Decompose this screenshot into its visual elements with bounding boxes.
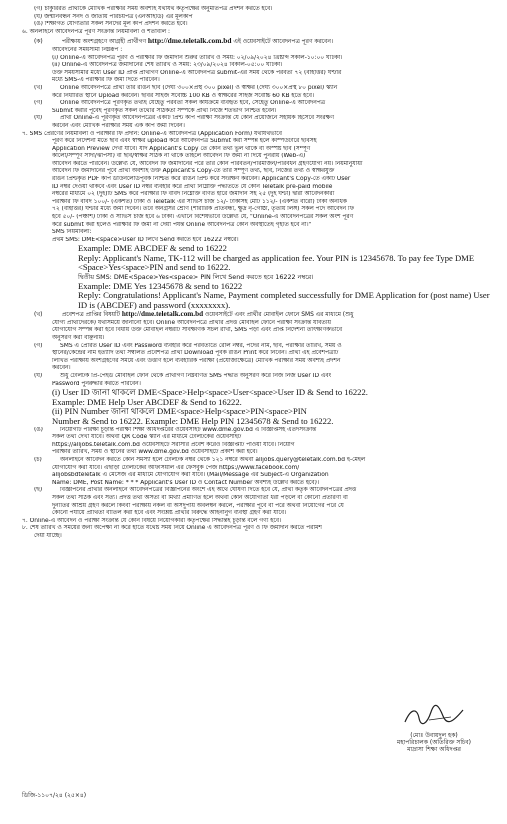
sms-rules-line: নম্বরের মাধ্যমে ০২ (দুই)টি SMS করে পরীক্ষার ফি বাবদ নিম্নোক্ত বর্ণিত হারে জমাদান সহ ২৫ (দুই ঘন্টা) দ্বারা আবেদনকারী xyxy=(52,191,335,198)
clause-support-line: Name: DME, Post Name: * * * Applicant's User ID ও Contact Number অবশ্যই উল্লেখ করতে হবে)। xyxy=(52,479,319,486)
first-sms-instruction: প্রথম SMS: DME<space>User ID লিখে Send করতে হবে 16222 নম্বরে। xyxy=(52,236,239,243)
sms-rules-line: পূরণ করে নির্দেশনা মতে ছবি এবং স্বাক্ষর upload করে আবেদনপত্র Submit করা সম্পন্ন হলে কম্পিউটারে ছবিসহ xyxy=(52,138,317,145)
clause-password-line: স্থানের/কেন্দ্রের নাম ইত্যাদি তথ্য সম্বলিত প্রবেশপত্র প্রার্থী Download পূর্বক রঙিন Print করে নিবেন। প্রার্থী এই প্রবেশপত্রটি xyxy=(52,350,339,357)
sms-reply: Reply: Applicant's Name, TK-112 will be charged as application fee. Your PIN is 12345678. To pay fee Type DME <Space>Yes<space>PIN and send to 16222. xyxy=(78,252,475,273)
sms-example: Example: DME ABCDEF & send to 16222 xyxy=(78,243,227,254)
sms-rules-line: ৭২ (বাহাত্তর) ঘন্টার মধ্যে জমা দিবেন। তবে অনগ্রসর শ্রেণি (শারীরিক প্রতিবন্ধী, ক্ষুদ্র নৃ-গোষ্ঠী, তৃতীয় লিঙ্গ) সকল পদে আবেদন ফি xyxy=(52,206,354,213)
sms-rules-line: কালো/সম্পূর্ণ সাদা/ঝাপসা) বা ছবি/স্বাক্ষর সঠিক না থাকে তাহলে আবেদন ফি জমা না দিয়ে পুনরায় (Web-এ) xyxy=(52,153,306,160)
clause-marker: (চ) xyxy=(34,456,42,463)
clause-k-first-line xyxy=(22,36,492,47)
clause-gh-line xyxy=(22,115,492,123)
clause-password-line: লিখিত পরীক্ষায় অংশগ্রহণের সময়ে এবং উত্তীর্ণ হলে ব্যবহারিক পরীক্ষা (প্রযোজ্যক্ষেত্রে) মৌখিক পরীক্ষার সময় অবশ্যই প্রদর্শন xyxy=(52,357,341,364)
sms-rules-line: হবে ৫০/- (পঞ্চাশ) টাকা ও সার্ভিস চার্জ হবে ৬ টাকা। এখানে বিশেষভাবে উল্লেখ্য যে, "Online-এ আবেদনপত্রের সকল অংশ পূরণ xyxy=(52,214,354,221)
clause-text: শুধু টেলিটক প্রি-পেইড মোবাইল ফোন থেকে প্রার্থীগণ নিম্নবর্ণিত SMS পদ্ধতি অনুসরণ করে নিজ নিজ User ID এবং xyxy=(60,373,332,379)
recovery-example: (ii) PIN Number জানা থাকলে DME<space>Help<space>PIN<space>PIN xyxy=(52,407,307,417)
clause-admit-line xyxy=(22,310,492,320)
clause-text: নিয়োগটি পরিক্ষা চূড়ান্ত পরীক্ষা শিক্ষা অধিদপ্তরের ওয়েবসাইট www.dme.gov.bd এ বিজ্ঞপ্তিসহ এতদসংক্রান্ত xyxy=(60,426,317,433)
sms-rules-line: ID নম্বর দেওয়া থাকবে এবং User ID নম্বর ব্যবহার করে প্রার্থী নিম্নোক্ত পদ্ধতিতে যে কোন Teletalk pre-paid mobile xyxy=(52,183,333,190)
clause-password-line xyxy=(22,343,492,351)
closing-line: ৭. Online-এ আবেদন ও পরীক্ষা সংক্রান্ত যে কোন বিষয়ে নিয়োগকারী কর্তৃপক্ষের সিদ্ধান্তই চূড়ান্ত বলে গণ্য হবে। xyxy=(22,517,282,524)
clause-text: Online আবেদনপত্রে প্রার্থী তার রঙিন ছবি (দৈর্ঘ্য ৩০০×প্রস্থ ৩০০ pixel) ও স্বাক্ষর (দৈর্ঘ্য ৩০০×প্রস্থ ৮০ pixel) স্ক্যান xyxy=(60,84,338,91)
clause-kh-line: করে নির্ধারিত স্থানে Upload করবেন। ছবির সাইজ সর্বোচ্চ 100 KB ও স্বাক্ষরের সাইজ সর্বোচ্চ 60 KB হতে হবে। xyxy=(52,92,314,99)
clause-k-line: মধ্যে SMS-এ পরীক্ষার ফি জমা দিতে পারবেন। xyxy=(52,77,160,84)
teletalk-dme-link[interactable]: http://dme.teletalk.com.bd xyxy=(147,36,232,46)
clause-text: SMS এ প্রেরিত User ID এবং Password ব্যবহার করে পরবর্তীতে রোল নম্বর, পদের নাম, ছবি, পরীক্ষার তারিখ, সময় ও xyxy=(60,342,342,349)
clause-text: প্রবেশপত্র প্রাপ্তির বিষয়টি xyxy=(61,312,120,319)
clause-text: ওয়েবসাইটে এবং প্রার্থীর মোবাইল ফোনে SMS এর মাধ্যমে (শুধু xyxy=(204,312,354,319)
clause-declaration-line xyxy=(22,487,492,495)
sms-rules-subheading: SMS নিয়মাবলী: xyxy=(52,229,92,236)
clause-text: অনলাইনে আবেদন করতে কোন সমস্যা হলে টেলিটক নম্বর থেকে ১২১ নম্বরে অথবা alljobs.query@teletalk.com.bd ই-মেইল xyxy=(60,456,366,463)
clause-marker: (ঘ) xyxy=(34,115,43,122)
clause-marker: (ঙ) xyxy=(34,426,43,433)
recovery-example: (i) User ID জানা থাকলে DME<Space>Help<space>User<space>User ID & Send to 16222. xyxy=(52,388,368,398)
clause-marker: (গ) xyxy=(34,100,43,107)
sms-rules-heading: ৭. SMS প্রেরণের নিয়মাবলী ও পরীক্ষার ফি প্রদান: Online-এ আবেদনপত্র (Application Form) যথাযথভাবে xyxy=(22,130,282,137)
sms-rules-line: রঙিন প্রিন্টকৃত PDF কপি ডাউনলোডপূর্বক নিশ্চিত করে রঙিন প্রিন্ট করে সংরক্ষণ করবেন। Applicant's Copy-তে একটি User xyxy=(52,176,351,183)
clause-support-line: alljobsbdteletalk এ মেসেজ এর মাধ্যমে যোগাযোগ করা যাবে। (Mail/Message এর Subject-এ Organization xyxy=(52,472,329,479)
clause-declaration-line: সকল তথ্য সঠিক এবং সত্য। প্রদত্ত তথ্য অসত্য বা মিথ্যা প্রমাণিত হলে অথবা কোন অযোগ্যতা ধরা পড়লে বা কোনো প্রতারণা বা xyxy=(52,494,348,501)
clause-k-line: (i) Online-এ আবেদনপত্র পূরণ ও পরীক্ষার ফি জমাদান শুরুর তারিখ ও সময়: ০২/০৯/২০২৪ খ্রিষ্টাব্দ সকাল-১০:০০ ঘটিকা। xyxy=(52,54,343,61)
sms-rules-line: আবেদন করতে পারবেন। উল্লেখ্য যে, আবেদন ফি জমাদানের পরে তার কোন পরিবর্তন/পরিমার্জন/পরিবর্ধন গ্রহণযোগ্য নয়। নিয়মানুযায়ী xyxy=(52,160,363,167)
signatory-office: মাদ্রাসা শিক্ষা অধিদপ্তর xyxy=(407,746,461,754)
clause-text: প্রার্থী Online-এ পূরণকৃত আবেদনপত্রের একটি প্রিন্ট কপি পরীক্ষা সংক্রান্ত যে কোন প্রয়োজনে সহায়ক হিসেবে সংরক্ষণ xyxy=(60,115,334,122)
clause-marker: (খ) xyxy=(34,312,43,319)
clause-support-line: যোগাযোগ করা যাবে। এছাড়া টেলিটকের অফিসিয়াল এর ফেসবুক পেজ https://www.facebook.com/ xyxy=(52,464,300,471)
clause-website-line: https://alljobs.teletalk.com.bd ওয়েবসাইটে সরাসরি প্রবেশ করেও বিজ্ঞপ্তিটি পাওয়া যাবে। নিয়োগ xyxy=(52,441,295,448)
clause-k-line: (ii) Online-এ আবেদনপত্র জমাদানের শেষ তারিখ ও সময়: ২৩/০৯/২০২৪ বিকাল-০৫:০০ ঘটিকা। xyxy=(52,62,283,69)
recovery-example: Number & Send to 16222. Example: DME Help PIN 12345678 & Send to 16222. xyxy=(52,416,334,426)
teletalk-dme-link[interactable]: http://dme.teletalk.com.bd xyxy=(121,310,204,319)
clause-k-line: আবেদনের সময়সীমা নিম্নরূপ : xyxy=(52,46,123,53)
clause-marker: (গ) xyxy=(34,342,43,349)
sms-rules-line: Application Preview দেখা যাবে। যদি Applicant's Copy তে কোন তথ্য ভুল থাকে বা অস্পষ্ট ছবি (সম্পূর্ণ xyxy=(52,145,311,152)
clause-password-line: করবেন। xyxy=(52,365,71,372)
signature-block xyxy=(369,702,499,754)
clause-text: বিজ্ঞাপনের প্রার্থীর অনলাইনে আবেদনপত্রের বিজ্ঞাপনের অংশে এই অর্থে ঘোষণা দিতে হবে যে, প্রার্থী কর্তৃক আবেদনপত্রের প্রদত্ত xyxy=(60,487,357,494)
recovery-example: Example: DME Help User ABCDEF & Send to 16222. xyxy=(52,397,242,407)
notice-document xyxy=(22,6,492,818)
signatory-title: মহাপরিচালক (অতিরিক্ত সচিব) xyxy=(397,739,471,747)
clause-website-line xyxy=(22,427,492,435)
clause-marker: (ঘ) xyxy=(34,373,43,379)
clause-text: পরীক্ষায় অংশগ্রহণে আগ্রহী প্রার্থীগণ xyxy=(61,39,147,46)
second-sms-instruction: দ্বিতীয় SMS: DME<Space>Yes<space> PIN লিখে Send করতে হবে 16222 নম্বরে। xyxy=(78,272,314,281)
clause-recovery-line: Password পুনরুদ্ধার করতে পারবেন। xyxy=(52,380,141,387)
sms-reply: Reply: Congratulations! Applicant's Name, Payment completed successfully for DME Application for (post name) User ID is (ABCDEF) and password (xxxxxxxx). xyxy=(78,290,490,310)
intro-line: (ঙ) শিক্ষাগত যোগ্যতার সকল সনদের মূল কপি প্রদর্শন করতে হবে। xyxy=(34,21,188,28)
clause-kh-line xyxy=(22,85,492,93)
clause-declaration-line: দুর্নীতির আশ্রয় গ্রহণ করলে কিংবা পরীক্ষায় নকল বা অসদুপায় অবলম্বন করলে, পরীক্ষার পূর্বে বা পরে অথবা নিয়োগের পরে যে xyxy=(52,502,344,509)
clause-declaration-line: কোনো পর্যায়ে প্রার্থিতা বাতিল করা হবে এবং সংশ্লিষ্ট প্রার্থীর বিরুদ্ধে আইনানুগ ব্যবস্থা গ্রহণ করা যাবে। xyxy=(52,510,287,517)
clause-text: Online আবেদনপত্রে পূরণকৃত তথ্যই যেহেতু পরবর্তী সকল কার্যক্রমে ব্যবহৃত হবে, সেহেতু Online-এ আবেদনপত্র xyxy=(60,100,326,107)
closing-line: ৮. শেষ তারিখ ও সময়ের জন্য অপেক্ষা না করে হাতে যথেষ্ট সময় নিয়ে Online এ আবেদনপত্র পূরণ ও ফি জমাদান করতে পরামর্শ xyxy=(22,525,322,532)
clause-support-line xyxy=(22,457,492,465)
clause-admit-line: যোগাযোগ সম্পন্ন করা হবে বিধায় উক্ত মোবাইল নম্বরটি সার্বক্ষণিক সচল রাখা, SMS পড়া এবং প্রাপ্ত নির্দেশনা তাৎক্ষণিকভাবে xyxy=(52,327,343,334)
sms-rules-line: করে submit করা হলেও পরীক্ষার ফি জমা না দেয়া পর্যন্ত Online আবেদনপত্র কোন অবস্থাতেই গৃহীত হবে না।" xyxy=(52,221,312,228)
handwritten-signature xyxy=(399,702,469,728)
signatory-name: (মোঃ উবায়দুল হক) xyxy=(410,732,458,739)
clause-text: এই ওয়েবসাইটে আবেদনপত্র পূরণ করবেন। xyxy=(233,39,333,46)
clause-g-line: Submit করার পূর্বেই পূরণকৃত সকল তথ্যের সঠিকতা সম্পর্কে প্রার্থী নিজে শতভাগ নিশ্চিত হবেন। xyxy=(52,107,277,114)
sms-example: Example: DME Yes 12345678 & send to 16222 xyxy=(78,281,243,292)
clause-marker: (ছ) xyxy=(34,487,43,494)
clause-website-line: পরীক্ষার তারিখ, সময় ও স্থানের তথ্য www.dme.gov.bd ওয়েবসাইটে প্রকাশ করা হবে। xyxy=(52,449,258,456)
clause-recovery-line xyxy=(22,373,492,381)
sms-rules-line: পরীক্ষার ফি বাবদ ১০০/- (একশত) টাকা ও Teletalk এর সার্ভিস চার্জ ১২/- টাকাসহ মোট ১১২/- (একশত বারো) টাকা অনধিক xyxy=(52,198,347,205)
clause-marker: (খ) xyxy=(34,84,43,91)
section-6-heading: ৬. অনলাইনে আবেদনপত্র পূরণ সংক্রান্ত নিয়মাবলী ও শর্তাবলি : xyxy=(22,28,171,35)
clause-k-line: উক্ত সময়সীমার মধ্যে User ID প্রাপ্ত প্রার্থীগণ Online-এ আবেদনপত্র submit-এর সময় থেকে পরবর্তী ৭২ (বাহাত্তর) ঘণ্টার xyxy=(52,69,342,76)
intro-line: (ঘ) জন্মনিবন্ধন সনদ ও জাতীয় পরিচয়পত্র (এনআইডি) এর মূলকপি xyxy=(34,13,193,20)
clause-admit-line: অনুসরণ করা বাঞ্ছনীয়। xyxy=(52,335,105,342)
clause-gh-line: করবেন এবং মৌখিক পরীক্ষার সময় এক কপি জমা দিবেন। xyxy=(52,122,185,129)
sms-rules-line: আবেদন ফি জমাদানের পূর্বে প্রার্থী অবশ্যই উক্ত Applicant's Copy-তে তার সম্পূর্ণ তথ্য, ছবি, নিজের তথ্য ও স্বাক্ষরযুক্ত xyxy=(52,168,335,175)
clause-admit-line: যোগ্য প্রার্থীদেরকে) যথাসময়ে জানানো হবে। Online আবেদনপত্রে প্রার্থীর প্রদত্ত মোবাইল ফোনে পরীক্ষা সংক্রান্ত যাবতীয় xyxy=(52,319,331,326)
closing-line: দেয়া যাচ্ছে। xyxy=(34,532,62,539)
intro-line: (গ) চাকুরিরত প্রার্থীকে মৌখিক পরীক্ষার সময় অবশ্যই যথাযথ কর্তৃপক্ষের অনুমতিপত্র প্রদর্শন করতে হবে। xyxy=(34,6,273,12)
clause-g-line xyxy=(22,100,492,108)
clause-marker: (ক) xyxy=(34,39,43,46)
clause-website-line: সকল তথ্য দেখা যাবে। অথবা QR Code স্ক্যান এর মাধ্যমে টেলিটকের ওয়েবসাইট xyxy=(52,434,242,441)
document-code: ডিজি-১১০৭/২৪ (২৫×৪) xyxy=(22,792,87,799)
